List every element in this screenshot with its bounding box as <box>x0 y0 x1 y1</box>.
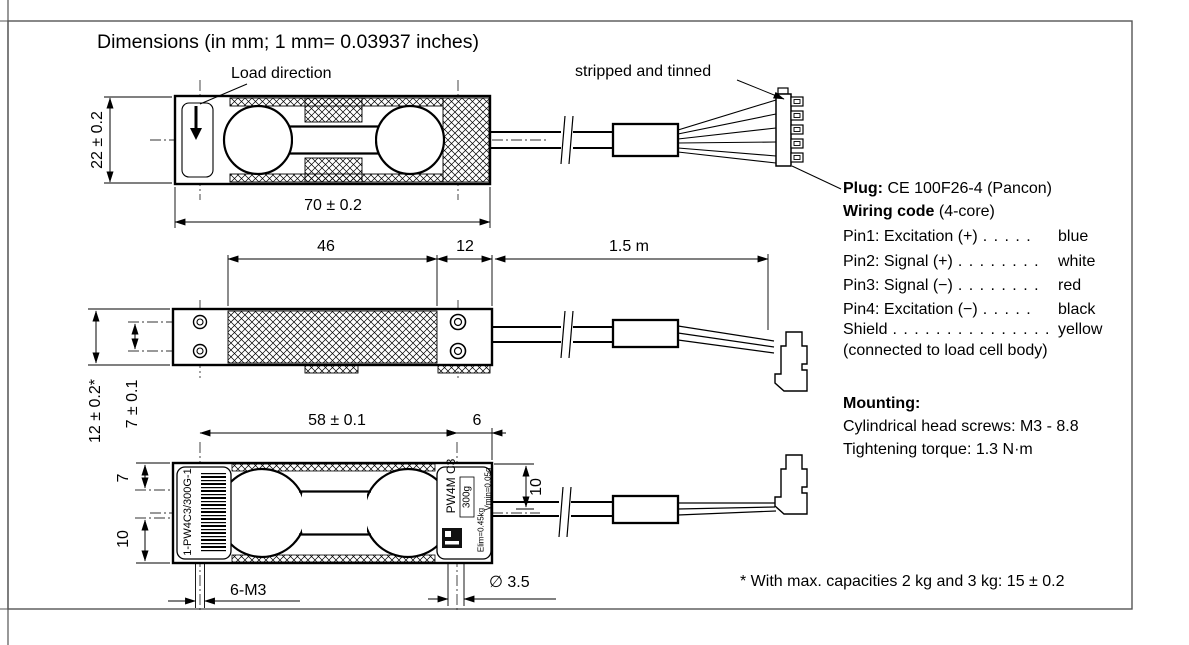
dim-cable-offset: 10 <box>528 478 545 496</box>
wiring-suffix: (4-core) <box>938 203 995 220</box>
mounting-heading <box>843 395 1128 412</box>
dim-hole-pitch: 7 ± 0.1 <box>124 379 141 429</box>
shield-row <box>843 321 1128 338</box>
dim-right-end: 12 <box>456 238 474 255</box>
plug-connector-front <box>776 88 803 166</box>
pin2-name: Pin2: Signal (+) <box>843 253 953 270</box>
pin3-name: Pin3: Signal (−) <box>843 277 953 294</box>
plug-connector-profile-top <box>775 332 807 391</box>
stripped-wires <box>678 100 776 163</box>
elim-label-text: Elim=0.45kg <box>476 507 486 553</box>
shield-color: yellow <box>1058 321 1103 338</box>
wiring-label: Wiring code <box>843 203 935 220</box>
shield-name: Shield <box>843 321 888 338</box>
serial-label-text: 1-PW4C3/300G-1 <box>182 468 194 556</box>
dim-bottom-length: 58 ± 0.1 <box>308 412 366 429</box>
wiring-code-line <box>843 203 1128 220</box>
pin4-dots: . . . . . <box>982 301 1032 318</box>
mounting-line-2: Tightening torque: 1.3 N·m <box>843 441 1033 458</box>
side-view <box>104 80 841 228</box>
pin4-row <box>843 301 1128 318</box>
pin2-row <box>843 253 1128 270</box>
pin2-color: white <box>1058 253 1096 270</box>
plug-label: Plug: <box>843 180 883 197</box>
shield-note: (connected to load cell body) <box>843 342 1048 359</box>
pin1-name: Pin1: Excitation (+) <box>843 228 978 245</box>
dim-edge-to-hole: 7 <box>115 473 132 483</box>
footnote: * With max. capacities 2 kg and 3 kg: 15 ± 0.2 <box>740 573 1065 590</box>
pin3-row <box>843 277 1128 294</box>
plug-line <box>843 180 1128 197</box>
top-view <box>88 254 807 391</box>
dim-hatch-length: 46 <box>317 238 335 255</box>
pin1-color: blue <box>1058 228 1089 245</box>
type-label-text: PW4M C3 <box>444 458 458 514</box>
dim-side-height: 22 ± 0.2 <box>89 111 106 169</box>
plug-connector-profile-bottom <box>775 455 807 514</box>
shield-dots: . . . . . . . . . . . . . . . <box>892 321 1051 338</box>
plug-leader <box>792 166 841 189</box>
pin3-dots: . . . . . . . . <box>957 277 1040 294</box>
mounting-line-1: Cylindrical head screws: M3 - 8.8 <box>843 418 1079 435</box>
page-title: Dimensions (in mm; 1 mm= 0.03937 inches) <box>97 31 480 53</box>
load-direction-label: Load direction <box>231 65 332 82</box>
pin2-dots: . . . . . . . . <box>957 253 1040 270</box>
vmin-label-text: Vmin=0.05g <box>483 467 493 511</box>
mounting-label: Mounting: <box>843 395 921 412</box>
cable-top <box>492 311 774 358</box>
stripped-tinned-label: stripped and tinned <box>575 63 712 80</box>
dim-hole-diameter: ∅ 3.5 <box>489 574 530 591</box>
stripped-tinned-leader <box>737 80 784 99</box>
wiring-info-block <box>843 180 1128 458</box>
dim-top-width: 12 ± 0.2* <box>87 379 104 443</box>
barcode-icon <box>201 471 226 553</box>
dim-side-length: 70 ± 0.2 <box>304 197 362 214</box>
pin1-dots: . . . . . <box>982 228 1032 245</box>
dim-hole-to-edge: 10 <box>115 530 132 548</box>
plug-value: CE 100F26-4 (Pancon) <box>887 180 1052 197</box>
dim-cable-length: 1.5 m <box>608 238 650 255</box>
pin4-color: black <box>1058 301 1096 318</box>
hbm-logo <box>442 528 462 548</box>
dim-thread-note: 6-M3 <box>230 582 267 599</box>
pin3-color: red <box>1058 277 1082 294</box>
pin4-name: Pin4: Excitation (−) <box>843 301 978 318</box>
dim-bottom-right: 6 <box>472 412 482 429</box>
pin1-row <box>843 228 1128 245</box>
capacity-label-text: 300g <box>461 485 473 509</box>
